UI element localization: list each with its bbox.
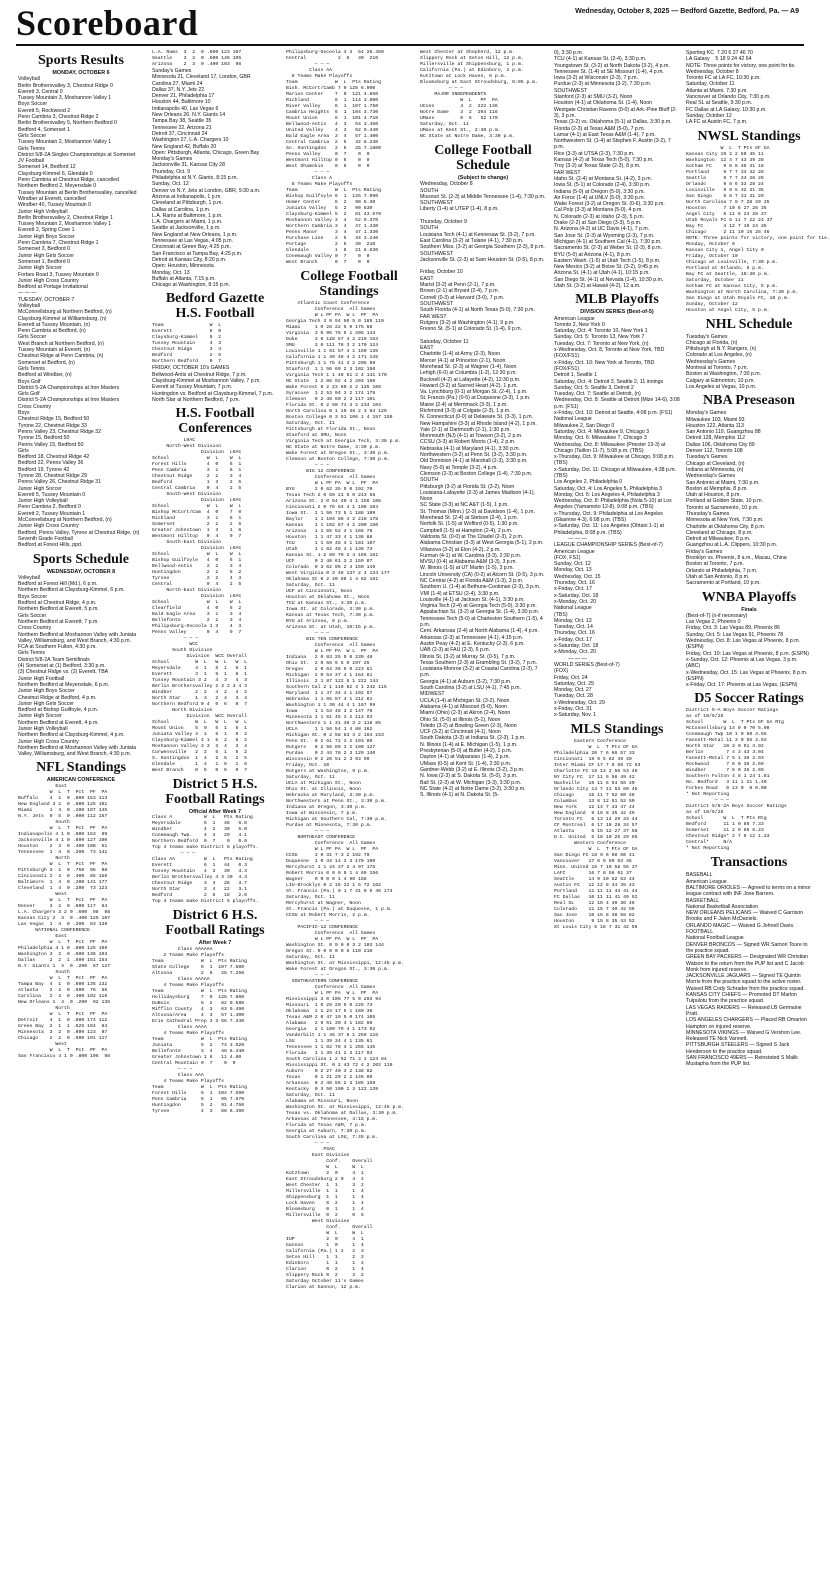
college-schedule-body: Wednesday, October 8 SOUTH Missouri St. (2-3) at Middle Tennessee (1-4), 7:30 p.m. SOUTHWEST Liberty (1-4) at UTEP (1-4), 8 p.m. Thursday, October 9 SOUTH Louisiana Tech (4-1) at Kennesaw St. (3-2), 7 p.m. East Carolina (3-2) at Tulane (4-1), 7:30 p.m. Southern Miss. (3-2) at Georgia Southern (2-3), 8 p.m. SOUTHWEST Jacksonville St. (2-3) at Sam Houston St. (0-5), 8 p.m. Friday, October 10 EAST Marist (3-2) at Penn (2-1), 7 p.m. Brown (2-1) at Bryant (2-4), 7 p.m. Cornell (0-3) at Harvard (3-0), 7 p.m. SOUTHWEST South Florida (4-1) at North Texas (5-0), 7:30 p.m. FAR WEST Rutgers (3-2) at Washington (4-1), 9 p.m. Fresno St. (5-1) at Colorado St. (1-4), 9 p.m. Saturday, October 11 EAST Charlotte (1-4) at Army (2-3), Noon Mercer (4-1) at Princeton (2-1), Noon Morehead St. (2-3) at Wagner (1-4), Noon Lehigh (6-0) at Columbia (1-2), 12:30 p.m. Bucknell (4-2) at Lafayette (4-2), 12:30 p.m. Howard (3-2) at Sacred Heart (4-2), 1 p.m. Va. Lynchburg (0-1) at Morgan St. (2-4), 1 p.m. St. Francis (Pa.) (0-5) at Duquesne (3-3), 1 p.m. Maine (2-4) at Merrimack (3-3), 1 p.m. Richmond (3-3) at Colgate (2-3), 1 p.m. N. Connecticut (0-0) at Delaware St. (3-3), 1 p.m. New Hampshire (3-3) at Rhode Island (4-2), 1 p.m. Yale (2-1) at Dartmouth (2-1), 1:30 p.m. Monmouth (NJ) (4-1) at Towson (3-2), 2 p.m. CCSU (3-3) at Robert Morris (1-4), 2 p.m. Nebraska (4-1) at Maryland (4-1), 3:30 p.m. Northwestern (3-2) at Penn St. (3-2), 3:30 p.m. Old Dominion (4-1) at Marshall (2-3), 3:30 p.m. Navy (5-0) at Temple (3-2), 4 p.m. Clemson (2-3) at Boston College (1-4), 7:30 p.m. SOUTH Pittsburgh (3-2) at Florida St. (3-2), Noon Louisiana-Lafayette (2-3) at James Madison (4-1), Noon SC State (3-3) at NC A&T (1-5), 1 p.m. St. Thomas (Minn.) (2-3) at Davidson (1-4), 1 p.m. Morehead St. (2-4) at Stetson (2-4), 1 p.m. Norfolk St. (1-5) at Wofford (0-5), 1:30 p.m. Campbell (1-5) at Hampton (2-4), 2 p.m. Valdosta St. (0-0) at The Citadel (2-3), 2 p.m. Alabama Christian (3-3) at West Georgia (5-1), 2 p.m. Villanova (3-2) at Elon (4-2), 2 p.m. Furman (4-1) at W. Carolina (3-3), 2:30 p.m. MVSU (0-4) at Alabama A&M (3-3), 3 p.m. W. Illinois (1-5) at UT Martin (1-5), 3 p.m. Lincoln University (CA) (0-2) at Alcorn St. (0-5), 3 p.m. NC Central (4-2) at Florida A&M (1-3), 3 p.m. Southern U. (1-4) at Bethune-Cookman (2-3), 3 p.m. VMI (1-4) at ETSU (2-4), 3:30 p.m. Louisville (4-1) at Jackson St. (4-1), 3:30 p.m. Virginia Tech (2-4) at Georgia Tech (5-0), 3:30 p.m. Appalachian St. (3-2) at Georgia St. (1-4), 3:30 p.m. Tennessee Tech (5-0) at Charleston Southern (1-5), 4 p.m. Cent. Arkansas (2-4) at North Alabama (1-4), 4 p.m. Arkansas (2-3) at Tennessee (4-1), 4:15 p.m. Austin Peay (4-2) at E. Kentucky (2-3), 6 p.m. UAB (2-3) at FAU (2-3), 6 p.m. Illinois St. (3-2) at Murray St. (0-5), 7 p.m. Texas Southern (2-3) at Grambling St. (3-2), 7 p.m. Louisiana-Monroe (3-2) at Coastal Carolina (2-3), 7 p.m. Georgia (4-1) at Auburn (3-2), 7:30 p.m. South Carolina (3-2) at LSU (4-1), 7:45 p.m. MIDWEST UCLA (1-4) at Michigan St. (3-2), Noon Alabama (4-1) at Missouri (5-0), Noon Miami (Ohio) (2-3) at Akron (2-4), Noon Ohio St. (5-0) at Illinois (5-1), Noon Toledo (3-2) at Bowling Green (2-3), Noon UCF (3-2) at Cincinnati (4-1), Noon South Dakota (3-3) at Indiana St. (2-3), 1 p.m. N. Illinois (1-4) at E. Michigan (1-5), 1 p.m. Presbyterian (5-0) at Butler (4-2), 1 p.m. Dayton (4-1) at Valparaiso (1-4), 2 p.m. UMass (0-5) at Kent St. (1-4), 2:30 p.m. Gardner-Webb (3-2) at E. Illinois (3-2), 3 p.m. N. Iowa (2-3) at S. Dakota St. (5-0), 3 p.m. Ball St. (2-3) at W. Michigan (3-3), 3:30 p.m. NC State (4-2) at Notre Dame (3-2), 3:30 p.m. S. Illinois (4-1) at N. Dakota St. (5- [420, 181, 546, 799]
nfl-conference-label: AMERICAN CONFERENCE [46, 777, 116, 784]
mlb-playoffs-heading: MLB Playoffs [575, 292, 659, 308]
sports-schedule-body: Volleyball Bedford at Forest Hill (Md.), 6 p.m. Northern Bedford at Claysburg-Kimmel, 6 p.m. Boys Soccer Bedford at Chestnut Ridge, 4 p.m. Northern Bedford at Everett, 5 p.m. Girls Soccer Northern Bedford at Everett, 7 p.m. Cross Country Northern Bedford at Moshannon Valley with Juniata Valley, Williamsburg, and West Branch, 4:30 p.m. FCA at Southern Fulton, 4:30 p.m. Girls Tennis District 5/8-2A Team Semifinals (4) Somerset at (1) Bedford, 3:30 p.m. (3) Chestnut Ridge vs. (2) Everett, TBA Junior High Football Northern Bedford at Meyersdale, 6 p.m. Junior High Boys Soccer Chestnut Ridge at Bedford, 4 p.m. Junior High Girls Soccer Bedford at Bishop Guilfoyle, 4 p.m. Junior High Soccer Northern Bedford at Everett, 4 p.m. Junior High Volleyball Northern Bedford at Claysburg-Kimmel, 4 p.m. Junior High Cross Country Northern Bedford at Moshannon Valley with Juniata Valley, Williamsburg, and West Branch, 4:30 p.m. [18, 574, 137, 758]
nba-preseason-heading: NBA Preseason [703, 393, 795, 409]
district5-ratings-table: Class A W L Pts Rating Meyersdale 6 1 46 6.6 Windber 4 2 30 5.0 Conemaugh Twp. 4 3 29 4.1 Northern Bedford 0 7 0 0.0 Top 4 teams make District 5 playoffs. — — — Class AA W L Pts Rating Everett 6 1 44 6.3 Tussey Mountain 4 3 30 4.3 Berlin Brothersvalley 4 3 30 4.3 Chestnut Ridge 3 4 26 3.7 North Star 3 4 22 3.1 Bedford 2 5 18 2.6 Top 4 teams make District 5 playoffs. [152, 815, 259, 905]
nhl-schedule-heading: NHL Schedule [705, 316, 793, 332]
mlb-playoffs-sub: DIVISION SERIES (Best-of-5) [580, 309, 654, 316]
wnba-playoffs-sub: Finals [741, 606, 757, 613]
district5-ratings-heading: District 5 H.S. Football Ratings [165, 777, 265, 808]
page-header [0, 0, 819, 44]
district6-ratings-heading: District 6 H.S. Football Ratings [165, 908, 265, 939]
hs-conferences-table: LHAC North-West Division Division LHAC School W L W L Forest Hills 4 0 6 1 Penn Cambria 3 1 6 1 Chestnut Ridge 2 2 3 4 Bedford 1 3 2 5 Central Cambria 0 4 2 5 South-West Division Division LHAC School W L W L Bishop McCort/Cam 4 0 7 0 Richland 3 1 6 1 Somerset 2 2 2 5 Greater Johnstown 1 3 1 6 Westmont Hilltop 0 4 0 7 South-East Division Division LHAC School W L W L Bishop Guilfoyle 4 0 6 1 Bellwood-Antis 2 2 3 4 Huntingdon 2 2 5 2 Tyrone 2 2 4 3 Central 0 4 2 5 North-East Division Division LHAC School W L W L Clearfield 4 0 5 2 Bald Eagle Area 3 1 3 4 Bellefonte 2 2 3 4 Philipsburg-Osceola 1 3 4 3 Penns Valley 0 4 0 7 — — — WCC South Division Division WCC Overall School W L W L W L Meyersdale 4 1 6 1 6 1 Everett 3 1 5 1 6 1 Tussey Mountain 3 2 4 3 4 3 Berlin Brothersvalley 2 3 2 3 4 3 Windber 2 2 4 2 4 2 North Star 1 3 2 4 3 4 Northern Bedford 0 4 0 6 0 7 North Division Division WCC Overall School W L W L W L Mount Union 5 0 6 1 6 1 Juniata Valley 4 1 5 1 5 2 Claysburg-Kimmel 4 1 5 2 5 2 Moshannon Valley 3 3 3 4 3 4 Curwensville 2 2 5 1 5 2 S. Huntingdon 1 4 2 5 2 5 Glendale 1 4 1 6 1 6 West Branch 0 5 0 6 0 7 [152, 438, 247, 774]
wnba-playoffs-body: (Best-of-7) (x-if necessary) Las Vegas 2, Phoenix 0 Friday, Oct. 3: Las Vegas 89, Phoenix 86 Sunday, Oct. 5: Las Vegas 91, Phoenix 78 Wednesday, Oct. 8: Las Vegas at Phoenix, 8 p.m. (ESPN) Friday, Oct. 10: Las Vegas at Phoenix, 8 p.m. (ESPN) x-Sunday, Oct. 12: Phoenix at Las Vegas, 3 p.m. (ABC) x-Wednesday, Oct. 15: Las Vegas at Phoenix, 8 p.m. (ESPN) x-Friday, Oct. 17: Phoenix at Las Vegas, (ESPN) [686, 612, 810, 689]
college-schedule-sub: (Subject to change) [457, 175, 509, 181]
nwsl-standings-table: W L T Pts GF GA Kansas City 19 2 2 59 45 11 Washington 12 4 7 43 39 28 Gotham FC 9 6 8 35 31 18 Portland 9 7 7 34 32 28 Seattle 9 7 7 34 28 26 Orlando 9 8 6 33 28 24 Louisville 9 9 5 32 31 35 San Diego 8 8 7 31 31 29 North Carolina 7 9 7 28 29 35 Houston 7 10 6 27 26 35 Angel City 6 11 6 24 28 37 Utah Royals FC 5 11 7 22 24 37 Bay FC 4 12 7 19 24 35 Chicago 2 11 10 16 28 46 NOTE: Three points for victory, one point for tie. Monday, October 6 Kansas City 1, Angel City 0 Friday, October 10 Chicago at Louisville, 7:30 p.m. Portland at Orlando, 8 p.m. Bay FC at Seattle, 10:30 p.m. Saturday, October 11 Gotham FC at Kansas City, 5 p.m. Washington at North Carolina, 7:30 p.m. San Diego at Utah Royals FC, 10 p.m. Sunday, October 12 Houston at Angel City, 5 p.m. [686, 145, 830, 313]
college-schedule-heading: College Football Schedule [434, 143, 532, 173]
sports-results-date: MONDAY, OCTOBER 6 [52, 70, 110, 76]
gazette-football-table: Team W L Everett 6 0 Claysburg-Kimmel 5 2 Tussey Mountain 4 3 Chestnut Ridge 3 4 Bedford 2 5 Northern Bedford 0 7 [152, 323, 222, 365]
hs-conferences-heading: H.S. Football Conferences [175, 406, 255, 437]
sports-results-heading: Sports Results [38, 53, 124, 68]
nwsl-standings-heading: NWSL Standings [697, 128, 801, 144]
column-2 [152, 50, 278, 1576]
sports-schedule-heading: Sports Schedule [32, 551, 130, 567]
d5-soccer-table: District 5-A Boys Soccer Ratings as of 10/6/25 School W L T Pts GF GA Rtg McConnellsburg 14 0 0 70 5.00 Conemaugh Twp 10 1 0 50 4.55 Fannett-Metal 11 3 0 55 3.93 North Star 10 3 0 51 3.92 Berlin 7 4 3 43 3.04 Fannett-Metal 7 5 1 38 2.93 Rockwood 7 6 0 35 2.69 Windber 7 6 0 35 2.69 Southern Fulton 4 8 1 24 1.81 No. Bedford 3 11 1 21 1.40 Forbes Road 0 13 0 0 0.00 * Not Reporting — — — District 5/8-2A Boys Soccer Ratings as of 10/6/25 School W L T Pts Rtg Bedford 11 1 0 88 7.33 Somerset 11 2 0 85 6.23 Chestnut Ridge* 2 7 0 12 1.33 Central* N/A * Not Reporting [686, 708, 787, 852]
sports-schedule-date: WEDNESDAY, OCTOBER 8 [46, 568, 116, 575]
transactions-heading: Transactions [710, 855, 788, 871]
nfl-standings-table: East W L T Pct PF PA Buffalo 4 1 0 .800 153 113 New England 3 2 0 .600 125 101 Miami 1 4 0 .200 107 145 N.Y. Jets 0 5 0 .000 112 157 South W L T Pct PF PA Indianapolis 4 1 0 .800 163 89 Jacksonville 4 1 0 .800 127 100 Houston 2 3 0 .400 108 61 Tennessee 1 4 0 .200 73 141 North W L T Pct PF PA Pittsburgh 3 1 0 .750 96 98 Cincinnati 2 3 0 .400 85 156 Baltimore 1 4 0 .200 141 177 Cleveland 1 4 0 .200 73 123 West W L T Pct PF PA Denver 3 2 0 .600 117 84 L.A. Chargers 3 2 0 .600 98 98 Kansas City 2 3 0 .400 125 107 Las Vegas 1 4 0 .200 83 139 NATIONAL CONFERENCE East W L T Pct PF PA Philadelphia 4 1 0 .800 125 109 Washington 3 2 0 .600 136 103 Dallas 2 2 1 .500 151 154 N.Y. Giants 1 4 0 .200 87 127 South W L T Pct PF PA Tampa Bay 4 1 0 .800 135 132 Atlanta 2 2 0 .500 76 86 Carolina 2 3 0 .400 102 119 New Orleans 1 4 0 .200 92 135 North W L T Pct PF PA Detroit 4 1 0 .800 174 112 Green Bay 2 1 1 .625 104 84 Minnesota 3 2 0 .600 123 97 Chicago 2 2 0 .500 101 117 West W L T Pct PF PA San Francisco 4 1 0 .800 106 98 [18, 783, 111, 1059]
dateline: Wednesday, October 8, 2025 — Bedford Gazette, Bedford, Pa. — A9 [575, 8, 799, 15]
district6-ratings-sub: After Week 7 [198, 940, 232, 947]
d5-soccer-heading: D5 Soccer Ratings [694, 691, 804, 707]
transactions-body: BASEBALL American League BALTIMORE ORIOLES — Agreed to terms on a minor league contract with INF Jose Barrero. BASKETBALL National Basketball Association NEW ORLEANS PELICANS — Waived C Garrison Brooks and F Jalen McDaniels. ORLANDO MAGIC — Waived G Johnell Davis. FOOTBALL National Football League DENVER BRONCOS — Signed WR Samori Toure to the practice squad. GREEN BAY PACKERS — Designated WR Christian Watson to the return from the PUP list and C Jacob Monk from injured reserve. JACKSONVILLE JAGUARS — Signed TE Quintin Morris from the practice squad to the active roster. Waived RB Cody Schrader from the practice squad. KANSAS CITY CHIEFS — Promoted DT Marlon Tuipulotu from the practice squad. LAS VEGAS RAIDERS — Released LB Germaine Pratt. LOS ANGELES CHARGERS — Placed RB Omarion Hampton on injured reserve. MINNESOTA VIKINGS — Waived G Vershon Lee. Released TE Nick Vannett. PITTSBURGH STEELERS — Signed S Jack Henderson to the practice squad. SAN FRANCISCO 49ERS — Reinstated S Malik Mustapha from the PUP list. [686, 872, 811, 1068]
column-5 [554, 50, 680, 1576]
college-standings-table: Atlantic Coast Conference Conference All Games W L PF PA W L PF PA Georgia Tech 3 0 94 50 5 0 185 119 Miami 1 0 28 22 5 0 175 68 Virginia 3 0 95 76 5 1 205 143 Duke 3 0 128 57 4 2 219 153 SMU 3 0 111 78 3 2 170 124 Louisville 1 1 61 57 4 1 160 135 California 1 1 49 48 4 2 171 145 Pittsburgh 1 1 75 41 3 2 205 98 Stanford 1 1 50 69 2 3 102 150 Virginia Tech 1 1 46 51 2 4 141 170 NC State 1 2 86 92 4 2 203 150 Wake Forest 0 2 23 60 2 2 135 108 Syracuse 1 2 53 94 3 2 174 179 Clemson 0 2 48 60 2 3 117 101 Florida St. 0 2 60 74 3 2 234 104 North Carolina 0 1 10 38 2 3 94 129 Boston College 0 3 51 106 1 4 157 159 Saturday, Oct. 11 Pittsburgh at Florida St., Noon Stanford at SMU, Noon Virginia Tech at Georgia Tech, 3:30 p.m. NC State at Notre Dame, 3:30 p.m. Wake Forest at Oregon St., 3:30 p.m. Clemson at Boston College, 7:30 p.m. — — — BIG 12 CONFERENCE Conference All Games W L PF PA W L PF PA BYU 2 0 62 35 5 0 192 70 Texas Tech 2 0 69 21 5 0 243 58 Arizona St. 2 0 54 40 4 1 156 106 Cincinnati 2 0 75 64 4 1 196 104 Iowa St. 2 1 50 73 5 1 188 109 Baylor 1 1 104 88 4 2 218 178 Kansas 1 1 102 67 4 2 200 150 Arizona 1 1 55 52 4 1 166 78 Houston 1 1 47 33 4 1 136 88 TCU 1 1 59 48 4 1 184 107 Utah 1 1 62 48 4 1 136 73 Kansas St. 1 2 89 79 2 4 165 161 UCF 0 2 40 61 3 2 159 87 Colorado 0 3 62 95 2 4 150 149 West Virginia 0 3 48 137 2 4 134 177 Oklahoma St 0 2 40 86 1 4 82 181 Saturday, Oct. 11 UCF at Cincinnati, Noon Houston at Oklahoma St., Noon TCU at Kansas St., 3:30 p.m. Iowa St. at Colorado, 3:30 p.m. Kansas at Texas Tech, 7:30 p.m. BYU at Arizona, 8 p.m. Arizona St. at Utah, 10:15 p.m. — — — BIG TEN CONFERENCE Conference All Games W L PF PA W L PF PA Indiana 2 0 83 25 5 0 239 48 Ohio St. 2 0 66 9 5 0 197 25 Oregon 2 0 64 36 5 0 223 61 Michigan 2 0 54 37 4 1 164 81 Illinois 2 1 87 122 5 1 222 144 Southern Cal 2 1 110 82 4 1 242 115 Maryland 1 1 47 34 4 1 192 67 Nebraska 1 1 65 57 4 1 212 81 Washington 1 1 30 44 4 1 167 99 Iowa 1 1 53 48 3 2 147 78 Minnesota 1 1 51 45 3 2 113 83 Northwestern 1 1 31 48 3 2 118 85 UCLA 1 1 56 54 1 4 88 162 Michigan St. 0 2 58 83 3 2 164 153 Penn St. 0 2 61 72 3 2 193 80 Rutgers 0 2 56 89 3 2 190 127 Purdue 0 2 44 78 2 3 129 140 Wisconsin 0 2 20 51 2 3 93 99 Friday, Oct. 10 Rutgers at Washington, 9 p.m. Saturday, Oct. 11 UCLA at Michigan St., Noon Ohio St. at Illinois, Noon Nebraska at Maryland, 3:30 p.m. Northwestern at Penn St., 3:30 p.m. Indiana at Oregon, 3:30 p.m. Iowa at Wisconsin, 7 p.m. Michigan at Southern Cal, 7:30 p.m. Purdue at Minnesota, 7:30 p.m. — — — NORTHEAST CONFERENCE Conference All Games W L PF PA W L PF PA CCSU 3 0 31 7 3 2 192 79 Duquesne 1 0 34 14 3 3 170 190 Mercyhurst 1 1 24 37 2 4 97 175 Robert Morris 0 0 0 0 1 4 69 156 Wagner 0 0 0 0 1 4 90 158 LIU-Brooklyn 0 2 16 32 1 5 72 162 St. Francis (Pa.) 0 1 7 31 0 5 46 174 Saturday, Oct. 11 Mercyhurst at Wagner, Noon St. Francis (Pa.) at Duquesne, 1 p.m. CCSU at Robert Morris, 2 p.m. — — — PACIFIC-12 CONFERENCE Conference All Games W L PF PA W L PF PA Washington St. 0 0 0 0 3 2 103 144 Oregon St. 0 0 0 0 0 6 110 210 Saturday, Oct. 11 Washington St. at Mississippi, 12:45 p.m. Wake Forest at Oregon St., 3:30 p.m. — — — SOUTHEASTERN CONFERENCE Conference All Games W L PF PA W L PF PA Mississippi 3 0 106 77 5 0 203 94 Missouri 1 0 29 20 5 0 226 73 Oklahoma 1 1 24 17 5 1 169 36 Texas A&M 2 0 47 19 5 0 174 105 Alabama 2 0 51 30 4 1 182 80 Georgia 2 1 100 79 4 1 173 92 Vanderbilt 1 1 45 37 5 1 259 116 LSU 1 1 39 34 4 1 135 61 Tennessee 1 1 82 78 4 1 255 145 Florida 1 1 39 41 2 3 117 93 South Carolina 1 2 52 71 3 2 124 84 Mississippi St. 0 2 43 72 4 2 202 119 Auburn 0 2 27 40 3 2 138 82 Texas 0 1 21 29 2 2 146 80 Arkansas 0 2 48 56 2 3 185 159 Kentucky 0 3 50 100 2 3 122 139 Saturday, Oct. 11 Alabama at Missouri, Noon Washington St. at Mississippi, 12:45 p.m. Texas vs. Oklahoma at Dallas, 3:30 p.m. Arkansas at Tennessee, 4:15 p.m. Florida at Texas A&M, 7 p.m. Georgia at Auburn, 7:30 p.m. South Carolina at LSU, 7:45 p.m. — — — PSAC East Division Conf. Overall W L W L Kutztown 2 0 4 1 East Stroudsburg 2 0 4 1 West Chester 1 1 3 2 Millersville 1 1 1 4 Shippensburg 1 1 1 4 Lock Haven 0 2 1 4 Bloomsburg 0 1 1 4 Millersville 0 2 0 5 West Division Conf. Overall W L W L IUP 2 0 4 1 Gannon 1 0 1 4 California (Pa.) 1 1 2 3 Seton Hill 1 1 2 3 Edinboro 1 1 1 4 Clarion 0 2 1 4 Slippery Rock 0 2 3 2 Saturday October 11's Games Clarion at Gannon, 12 p.m. [286, 301, 405, 1290]
nfl-standings-heading: NFL Standings [36, 760, 126, 776]
gazette-football-games: FRIDAY, OCTOBER 10's GAMES Bellwood-Antis at Chestnut Ridge, 7 p.m. Claysburg-Kimmel at Moshannon Valley, 7 p.m. Everett at Tussey Mountain, 7 p.m. Huntingdon vs. Bedford at Claysburg-Kimmel, 7 p.m. North Star at Northern Bedford, 7 p.m. [152, 365, 274, 403]
nba-preseason-body: Monday's Games Milwaukee 103, Miami 93 Houston 122, Atlanta 113 San Antonio 119, Guangzhou 88 Detroit 128, Memphis 112 Dallas 106, Oklahoma City 89 Denver 112, Toronto 108 Tuesday's Games Chicago at Cleveland, (n) Indiana at Minnesota, (n) Wednesday's Games San Antonio at Miami, 7:30 p.m. Boston at Memphis, 8 p.m. Utah at Houston, 8 p.m. Portland at Golden State, 10 p.m. Toronto at Sacramento, 10 p.m. Thursday's Games Minnesota at New York, 7:30 p.m. Charlotte at Oklahoma City, 8 p.m. Cleveland at Chicago, 8 p.m. Detroit at Milwaukee, 8 p.m. Guangzhou at L.A. Clippers, 10:30 p.m. Friday's Games Brooklyn vs. Phoenix, 8 a.m., Macau, China Boston at Toronto, 7 p.m. Orlando at Philadelphia, 7 p.m. Utah at San Antonio, 8 p.m. Sacramento at Portland, 10 p.m. [686, 410, 787, 587]
mls-standings-heading: MLS Standings [570, 721, 664, 737]
district6-ratings-table: Class AAAAAA 2 Teams Make Playoffs Team W L Pts Rating State College 6 1 107 7.500 Altoona 2 5 25 7.250 Class AAAAA 4 Teams Make Playoffs Team W L Pts Rating Hollidaysburg 7 0 125 7.880 DuBois 5 2 82 9.580 Mifflin County 4 3 63 9.490 Altoona/Area 4 3 57 1.400 Erie Cathedral Prep 3 3 56 7.340 Class AAAA 4 Teams Make Playoffs Team W L Pts Rating Juniata 5 2 74 3.520 Bellefonte 3 4 48 6.340 Greater Johnstown 1 6 11 4.80 Central Mountain 0 7 0 0 — — — Class AAA 4 Teams Make Playoffs Team W L Pts Rating Forest Hills 6 1 104 7.590 Penn Cambria 6 1 95 7.670 Huntingdon 5 2 91 4.750 Tyrone 4 3 68 6.490 [152, 946, 247, 1114]
mls-standings-table: Eastern Conference W L T Pts GF GA Philadelphia 20 7 6 66 57 33 Cincinnati 19 9 5 62 49 40 Inter Miami CF 17 7 8 59 72 53 Charlotte FC 18 13 2 56 53 46 NY City FC 17 11 5 56 49 42 Nashville 16 11 6 54 56 40 Orlando City 14 7 11 53 60 45 Chicago 15 11 7 52 60 48 Columbus 13 8 12 51 52 50 New York 12 14 7 43 47 44 New England 9 16 8 35 42 49 Toronto FC 6 13 14 29 33 44 CF Montreal 6 17 10 28 34 57 Atlanta 5 15 12 27 37 58 D.C. United 5 18 10 25 29 65 Western Conference W L T Pts GF GA San Diego FC 18 9 6 60 60 41 Vancouver 17 6 9 60 63 35 Minn. United 16 7 10 58 55 37 LAFC 16 7 8 56 61 37 Seattle 14 9 10 52 53 44 Austin FC 12 12 8 44 35 43 Portland 11 11 11 44 41 44 FC Dallas 10 11 11 41 49 52 Real SL 12 16 4 40 36 46 Colorado 11 15 7 40 42 56 San Jose 10 15 8 38 58 62 Houston 9 15 8 35 43 52 St Louis City 6 18 7 31 42 56 [554, 738, 641, 930]
wnba-playoffs-heading: WNBA Playoffs [701, 589, 797, 605]
college-standings-heading: College Football Standings [300, 269, 398, 299]
column-3 [286, 50, 412, 1576]
header-rule [16, 44, 804, 46]
psac-games-and-independents: West Chester at Shepherd, 12 p.m. Slippery Rock at Seton Hill, 12 p.m. Millersville at Shippensburg, 1 p.m. California (Pa.) at Edinboro, 2 p.m. Kutztown at Lock Haven, 6 p.m. Bloomsburg at East Stroudsburg, 6:05 p.m. — — — MAJOR INDEPENDENTS W L PF PA UConn 4 2 222 136 Notre Dame 3 2 204 116 UMass 0 5 52 179 Saturday, Oct. 11 UMass at Kent St., 2:30 p.m. NC State at Notre Dame, 3:30 p.m. [420, 50, 539, 139]
column-1 [18, 50, 144, 1576]
column-6 [686, 50, 830, 1576]
mlb-playoffs-body: American League Toronto 2, New York 0 Saturday, Oct. 4: Toronto 10, New York 1 Sunday, Oct. 5: Toronto 13, New York 7 Tuesday, Oct. 7: Toronto at New York, (n) x-Wednesday, Oct. 8, Toronto at New York, TBD (FOX/FS1) x-Friday, Oct. 10: New York at Toronto, TBD (FOX/FS1) Detroit 1, Seattle 1 Saturday, Oct. 4: Detroit 3, Seattle 2, 11 innings Sunday, Oct. 5: Seattle 3, Detroit 2 Tuesday, Oct. 7: Seattle at Detroit, (n) Wednesday, Oct. 8: Seattle at Detroit (Mize 14-6), 3:08 p.m. (FS1) x-Friday, Oct. 10: Detroit at Seattle, 4:08 p.m. (FS1) National League Milwaukee 2, San Diego 0 Saturday, Oct. 4: Milwaukee 9, Chicago 3 Monday, Oct. 6: Milwaukee 7, Chicago 3 Wednesday, Oct. 8: Milwaukee (Priester 13-3) at Chicago (Taillon 11-7), 5:08 p.m. (TBS) x-Thursday, Oct. 9: Milwaukee at Chicago, 9:08 p.m. (TBS) x-Saturday, Oct. 11: Chicago at Milwaukee, 4:38 p.m. (TBS) Los Angeles 2, Philadelphia 0 Saturday, Oct. 4: Los Angeles 5, Philadelphia 3 Monday, Oct. 6: Los Angeles 4, Philadelphia 3 Wednesday, Oct. 8: Philadelphia (Nola 5-10) at Los Angeles (Yamamoto 12-8), 9:08 p.m. (TBS) x-Thursday, Oct. 9: Philadelphia at Los Angeles (Glasnow 4-3), 6:08 p.m. (TBS) x-Saturday, Oct. 11: Los Angeles (Ohtani 1-1) at Philadelphia, 8:08 p.m. (TBS) — — — LEAGUE CHAMPIONSHIP SERIES (Best-of-7) American League (FOX, FS1) Sunday, Oct. 12 Monday, Oct. 13 Wednesday, Oct. 15 Thursday, Oct. 16 x-Friday, Oct. 17 x-Saturday, Oct. 18 x-Monday, Oct. 20 National League (TBS) Monday, Oct. 13 Tuesday, Oct. 14 Thursday, Oct. 16 x-Friday, Oct. 17 x-Saturday, Oct. 18 x-Monday, Oct. 20 — — — WORLD SERIES (Best-of-7) (FOX) Friday, Oct. 24 Saturday, Oct. 25 Monday, Oct. 27 Tuesday, Oct. 28 x-Wednesday, Oct. 29 x-Friday, Oct. 31 x-Saturday, Nov. 1 [554, 315, 680, 719]
sports-results-body: Volleyball Berlin Brothersvalley 3, Chestnut Ridge 0 Everett 3, Central 0 Tussey Mountain 3, Moshannon Valley 1 Boys Soccer Everett 5, Rockwood 2 Penn Cambria 3, Chestnut Ridge 2 Berlin Brothersvalley 5, Northern Bedford 0 Bedford 4, Somerset 1 Girls Soccer Tussey Mountain 2, Moshannon Valley 1 Girls Tennis District 5/8-2A Singles Championships at Somerset JV Football Somerset 14, Bedford 12 Claysburg-Kimmel 6, Glendale 0 Penn Cambria at Chestnut Ridge, cancelled Northern Bedford 2, Meyersdale 0 Tussey Mountain at Berlin Brothersvalley, cancelled Windber at Everett, cancelled Windber 40, Tussey Mountain 0 Junior High Volleyball Berlin Brothersvalley 2, Chestnut Ridge 1 Tussey Mountain 2, Moshannon Valley 1 Everett 2, Spring Cove 1 Junior High Boys Soccer Penn Cambria 7, Chestnut Ridge 1 Somerset 3, Bedford 0 Junior High Girls Soccer Somerset 1, Bedford 0 Junior High Soccer Forbes Road 3, Tussey Mountain 0 Junior High Cross Country Bedford at Portage Invitational — — — TUESDAY, OCTOBER 7 Volleyball McConnellsburg at Northern Bedford, (n) Claysburg-Kimmel at Williamsburg, (n) Everett at Tussey Mountain, (n) Penn Cambria at Bedford, (n) Girls Soccer West Branch at Northern Bedford, (n) Tussey Mountain at Everett, (n) Chestnut Ridge at Penn Cambria, (n) Somerset at Bedford, (n) Girls Tennis Bedford at Windber, (n) Boys Golf District 5-2A Championships at Iron Masters Girls Golf District 5-2A Championships at Iron Masters Cross Country Boys Chestnut Ridge 15, Bedford 50 Tyrone 22, Chestnut Ridge 33 Penns Valley 23, Chestnut Ridge 32 Tyrone 15, Bedford 50 Penns Valley 15, Bedford 50 Girls Bedford 18, Chestnut Ridge 42 Bedford 22, Penns Valley 36 Bedford 19, Tyrone 42 Tyrone 28, Chestnut Ridge 29 Penns Valley 26, Chestnut Ridge 31 Junior High Soccer Everett 5, Tussey Mountain 0 Junior High Volleyball Penn Cambria 2, Bedford 0 Everett 2, Tussey Mountain 1 McConnellsburg at Northern Bedford, (n) Junior High Cross Country Bedford, Penns Valley, Tyrone at Chestnut Ridge, (n) Seventh Grade Football Bedford at Forest Hills, ppd. [18, 76, 140, 549]
column-4 [420, 50, 546, 1576]
district6-ratings-continued: Philipsburg-Osceola 4 3 64 29.450 Central 2 5 30 210 — — — Class AA 8 Teams Make Playoffs Team W L Pts Rating Bish. McCort/Camb 7 0 128 6.900 Marion Center 7 0 121 4.850 Richland 6 1 114 3.800 River Valley 6 1 107 1.750 Cambria Heights 6 1 104 3.730 Mount Union 6 1 101 4.710 Bellwood-Antis 4 3 64 3.450 United Valley 4 3 62 9.440 Bald Eagle Area 3 4 57 1.400 Central Cambria 2 5 32 8.230 So. Huntingdon 2 5 25 7.1800 Penns Valley 0 7 0 0 Westmont Hilltop 0 6 0 0 West Shamokin 0 6 0 0 — — — Class A 8 Teams Make Playoffs Team W L Pts Rating Bishop Guilfoyle 6 1 125 7.990 Homer Center 5 2 90 6.30 Juniata Valley 5 2 90 630 Claysburg-Kimmel 5 2 81 43.570 Moshannon Valley 3 4 52 9.370 Northern Cambria 3 4 47 1.330 Penns Manor 3 4 47 1.330 Purchase Line 2 5 34 3.240 Portage 2 5 30 210 Glendale 1 6 21 8.630 Conemaugh Valley 0 7 0 0 West Branch 0 7 0 0 [286, 50, 384, 265]
nhl-schedule-body: Tuesday's Games Chicago at Florida, (n) Pittsburgh at N.Y. Rangers, (n) Colorado at Los Angeles, (n) Wednesday's Games Montreal at Toronto, 7 p.m. Boston at Washington, 7:30 p.m. Calgary at Edmonton, 10 p.m. Los Angeles at Vegas, 10 p.m. [686, 333, 762, 390]
gazette-football-heading: Bedford Gazette H.S. Football [165, 291, 265, 322]
nfl-games-list: Sunday's Games Minnesota 21, Cleveland 17, London, GBR Carolina 27, Miami 24 Dallas 37, N.Y. Jets 22 Denver 21, Philadelphia 17 Houston 44, Baltimore 10 Indianapolis 40, Las Vegas 6 New Orleans 26, N.Y. Giants 14 Tampa Bay 38, Seattle 35 Tennessee 22, Arizona 21 Detroit 37, Cincinnati 24 Washington 27, L.A. Chargers 10 New England 42, Buffalo 20 Open: Pittsburgh, Atlanta, Chicago, Green Bay Monday's Games Jacksonville 31, Kansas City 28 Thursday, Oct. 9 Philadelphia at N.Y. Giants, 8:15 p.m. Sunday, Oct. 12 Denver vs N.Y. Jets at London, GBR, 9:30 a.m. Arizona at Indianapolis, 1 p.m. Cleveland at Pittsburgh, 1 p.m. Dallas at Carolina, 1 p.m. L.A. Rams at Baltimore, 1 p.m. L.A. Chargers at Miami, 1 p.m. Seattle at Jacksonville, 1 p.m. New England at New Orleans, 1 p.m. Tennessee at Las Vegas, 4:05 p.m. Cincinnati at Green Bay, 4:25 p.m. San Francisco at Tampa Bay, 4:25 p.m. Detroit at Kansas City, 8:20 p.m. Open: Houston, Minnesota Monday, Oct. 13 Buffalo at Atlanta, 7:15 p.m. Chicago at Washington, 8:15 p.m. [152, 68, 261, 289]
masthead-title: Scoreboard [16, 3, 199, 43]
college-schedule-continued: 0), 3:30 p.m. TCU (4-1) at Kansas St. (2-4), 3:30 p.m. Youngstown St. (3-2) at North Dakota (3-2), 4 p.m. Tennessee St. (1-4) at SE Missouri (1-4), 4 p.m. Iowa (3-2) at Wisconsin (2-3), 7 p.m. Purdue (2-3) at Minnesota (3-2), 7:30 p.m. SOUTHWEST Stanford (2-3) at SMU (3-2), Noon Houston (4-1) at Oklahoma St. (1-4), Noon Westgate Christian Ravens (0-0) at Ark.-Pine Bluff (2-3), 3 p.m. Texas (3-2) vs. Oklahoma (5-1) at Dallas, 3:30 p.m. Florida (2-3) at Texas A&M (5-0), 7 p.m. Lamar (4-1) at East Texas A&M (1-4), 7 p.m. Northwestern St. (1-4) at Stephen F. Austin (3-2), 7 p.m. Rice (3-3) at UTSA (2-3), 7:30 p.m. Kansas (4-2) at Texas Tech (5-0), 7:30 p.m. Troy (3-2) at Texas State (2-3), 8 p.m. FAR WEST Idaho St. (2-4) at Montana St. (4-2), 3 p.m. Iowa St. (5-1) at Colorado (2-4), 3:30 p.m. Indiana (5-0) at Oregon (5-0), 3:30 p.m. Air Force (1-4) at UNLV (5-0), 3:30 p.m. Wake Forest (3-2) at Oregon St. (0-6), 3:30 p.m. Cal Poly (3-3) at Montana (5-0), 4 p.m. N. Colorado (2-3) at Idaho (2-3), 5 p.m. Drake (2-2) at San Diego (3-3), 5 p.m. N. Arizona (4-2) at UC Davis (4-1), 7 p.m. San Jose St. (2-3) at Wyoming (2-3), 7 p.m. Michigan (4-1) at Southern Cal (4-1), 7:30 p.m. Sacramento St. (2-3) at Weber St. (2-3), 8 p.m. BYU (5-0) at Arizona (4-1), 8 p.m. Eastern Wash. (1-5) at Utah Tech (1-5), 8 p.m. New Mexico (3-2) at Boise St. (3-2), 9:45 p.m. Arizona St. (4-1) at Utah (4-1), 10:15 p.m. San Diego St. (4-1) at Nevada (1-4), 10:30 p.m. Utah St. (3-2) at Hawaii (4-2), 12 a.m. [554, 50, 677, 289]
nfl-standings-continued: L.A. Rams 3 2 0 .600 123 107 Seattle 3 2 0 .600 146 105 Arizona 2 3 0 .400 103 96 [152, 50, 242, 67]
district5-ratings-sub: Official After Week 7 [188, 809, 242, 816]
mls-games-list: Sporting KC 7 20 6 27 46 70 LA Galaxy 5 18 9 24 42 64 NOTE: Three points for victory, one point for tie. Wednesday, October 8 Toronto FC at LA FC, 10:30 p.m. Saturday, October 11 Atlanta at Miami, 7:30 p.m. Vancouver at Orlando City, 7:30 p.m. Real SL at Seattle, 9:30 p.m. FC Dallas at LA Galaxy, 10:30 p.m. Sunday, October 12 LA FC at Austin FC, 7 p.m. [686, 50, 796, 126]
